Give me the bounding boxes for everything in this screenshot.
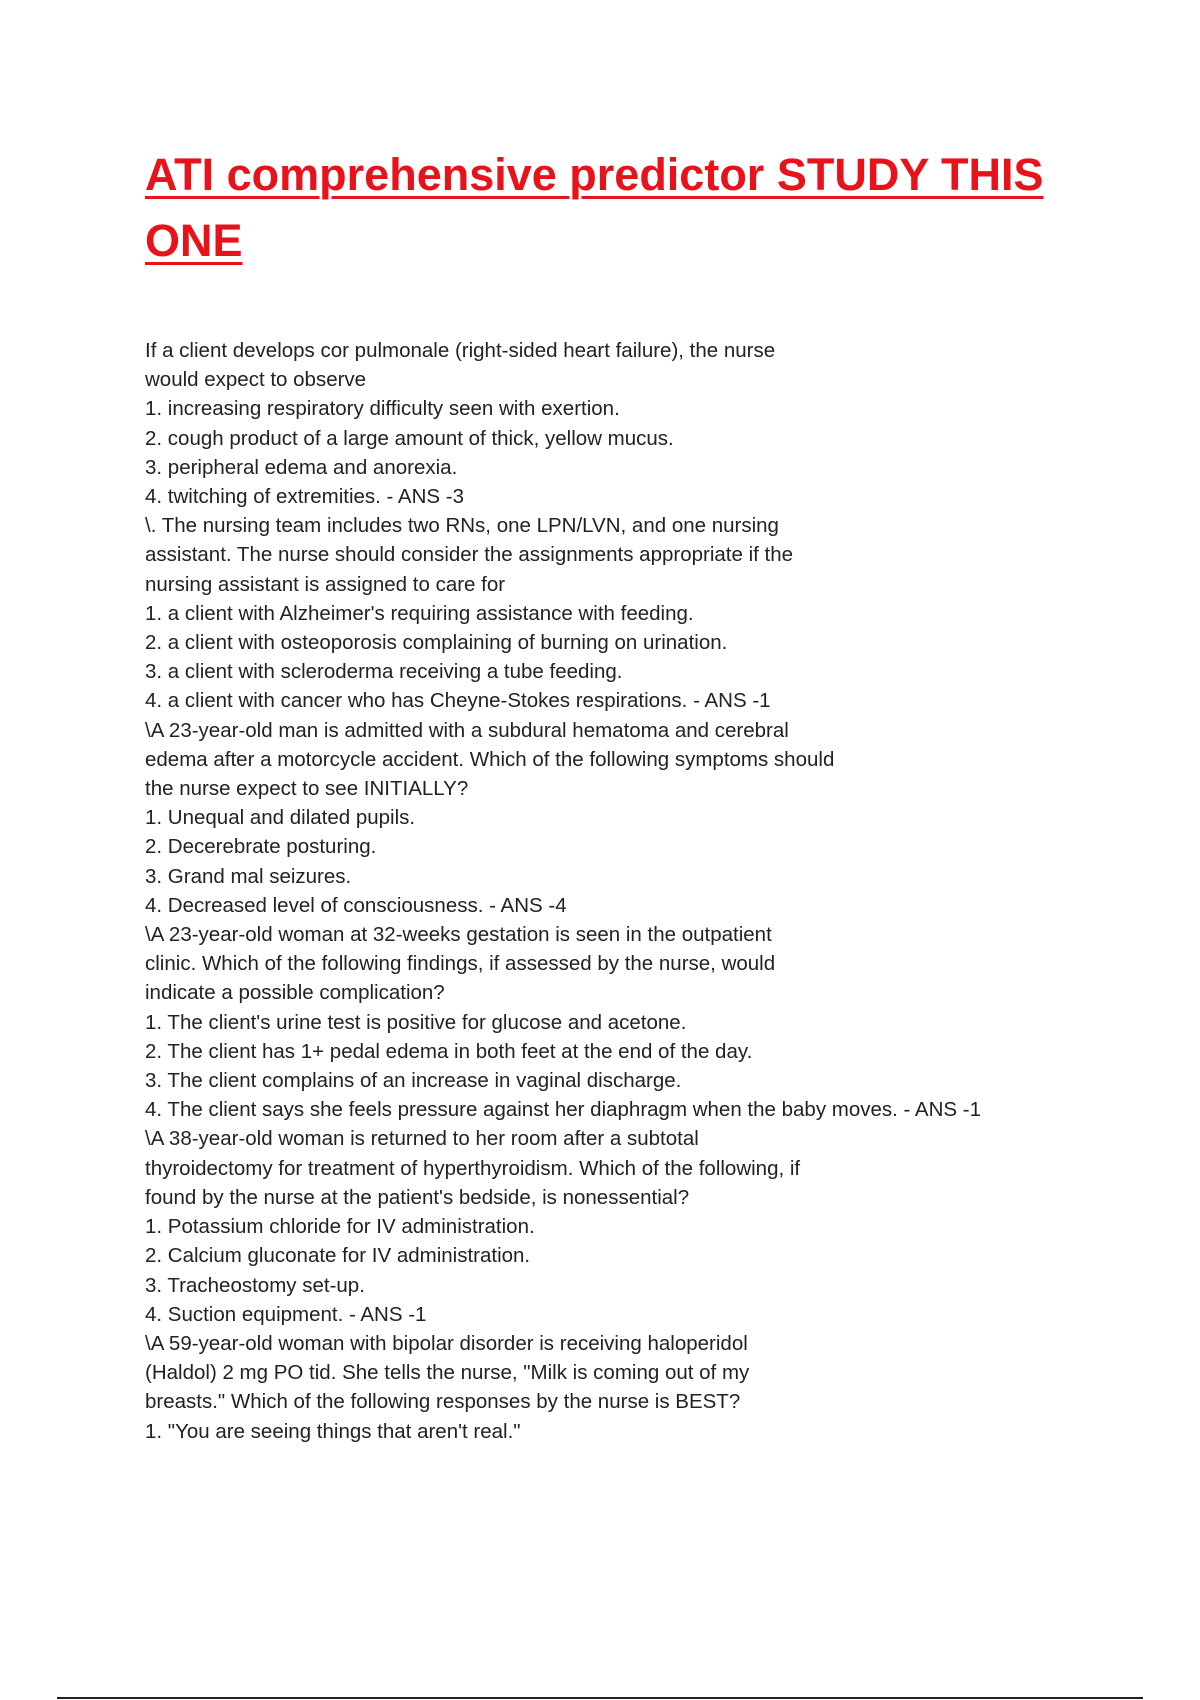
answer-option: 1. increasing respiratory difficulty seen with exertion. bbox=[145, 397, 620, 421]
answer-option: 4. a client with cancer who has Cheyne-Stokes respirations. - ANS -1 bbox=[145, 689, 771, 713]
body-line: assistant. The nurse should consider the assignments appropriate if the bbox=[145, 543, 794, 567]
answer-option: 1. Unequal and dilated pupils. bbox=[145, 806, 416, 830]
document-body bbox=[145, 336, 1155, 1446]
body-line: the nurse expect to see INITIALLY? bbox=[145, 777, 469, 801]
answer-option: 4. twitching of extremities. - ANS -3 bbox=[145, 485, 465, 509]
answer-option: 1. a client with Alzheimer's requiring assistance with feeding. bbox=[145, 601, 694, 625]
body-line: thyroidectomy for treatment of hyperthyroidism. Which of the following, if bbox=[145, 1156, 801, 1180]
answer-option: 1. "You are seeing things that aren't real." bbox=[145, 1419, 521, 1443]
answer-option: 4. Decreased level of consciousness. - ANS -4 bbox=[145, 893, 567, 917]
body-line: (Haldol) 2 mg PO tid. She tells the nurse, "Milk is coming out of my bbox=[145, 1361, 750, 1385]
body-line: nursing assistant is assigned to care for bbox=[145, 572, 506, 596]
answer-option: 2. The client has 1+ pedal edema in both feet at the end of the day. bbox=[145, 1039, 753, 1063]
answer-option: 3. a client with scleroderma receiving a tube feeding. bbox=[145, 660, 623, 684]
footer-divider bbox=[57, 1697, 1143, 1699]
answer-option: 1. The client's urine test is positive for glucose and acetone. bbox=[145, 1010, 687, 1034]
body-line: \. The nursing team includes two RNs, one LPN/LVN, and one nursing bbox=[145, 514, 779, 538]
answer-option: 3. Grand mal seizures. bbox=[145, 864, 352, 888]
answer-option: 1. Potassium chloride for IV administration. bbox=[145, 1215, 535, 1239]
answer-option: 2. Calcium gluconate for IV administration. bbox=[145, 1244, 531, 1268]
body-line: breasts." Which of the following responses by the nurse is BEST? bbox=[145, 1390, 741, 1414]
body-line: would expect to observe bbox=[145, 368, 367, 392]
answer-option: 2. cough product of a large amount of thick, yellow mucus. bbox=[145, 426, 674, 450]
answer-option: 4. The client says she feels pressure against her diaphragm when the baby moves. - ANS -1 bbox=[145, 1098, 982, 1122]
answer-option: 2. Decerebrate posturing. bbox=[145, 835, 377, 859]
body-line: clinic. Which of the following findings, if assessed by the nurse, would bbox=[145, 952, 776, 976]
body-line: indicate a possible complication? bbox=[145, 981, 445, 1005]
body-line: \A 23-year-old woman at 32-weeks gestation is seen in the outpatient bbox=[145, 923, 772, 947]
answer-option: 3. peripheral edema and anorexia. bbox=[145, 455, 458, 479]
body-line: found by the nurse at the patient's bedside, is nonessential? bbox=[145, 1185, 690, 1209]
body-line: \A 38-year-old woman is returned to her room after a subtotal bbox=[145, 1127, 699, 1151]
answer-option: 2. a client with osteoporosis complaining of burning on urination. bbox=[145, 631, 728, 655]
answer-option: 3. The client complains of an increase in vaginal discharge. bbox=[145, 1069, 682, 1093]
body-line: \A 23-year-old man is admitted with a subdural hematoma and cerebral bbox=[145, 718, 789, 742]
body-line: If a client develops cor pulmonale (right-sided heart failure), the nurse bbox=[145, 339, 776, 362]
body-line: edema after a motorcycle accident. Which of the following symptoms should bbox=[145, 747, 835, 771]
answer-option: 4. Suction equipment. - ANS -1 bbox=[145, 1302, 427, 1326]
answer-option: 3. Tracheostomy set-up. bbox=[145, 1273, 365, 1297]
body-line: \A 59-year-old woman with bipolar disorder is receiving haloperidol bbox=[145, 1331, 748, 1355]
document-title: ATI comprehensive predictor STUDY THIS ONE bbox=[145, 149, 1044, 266]
